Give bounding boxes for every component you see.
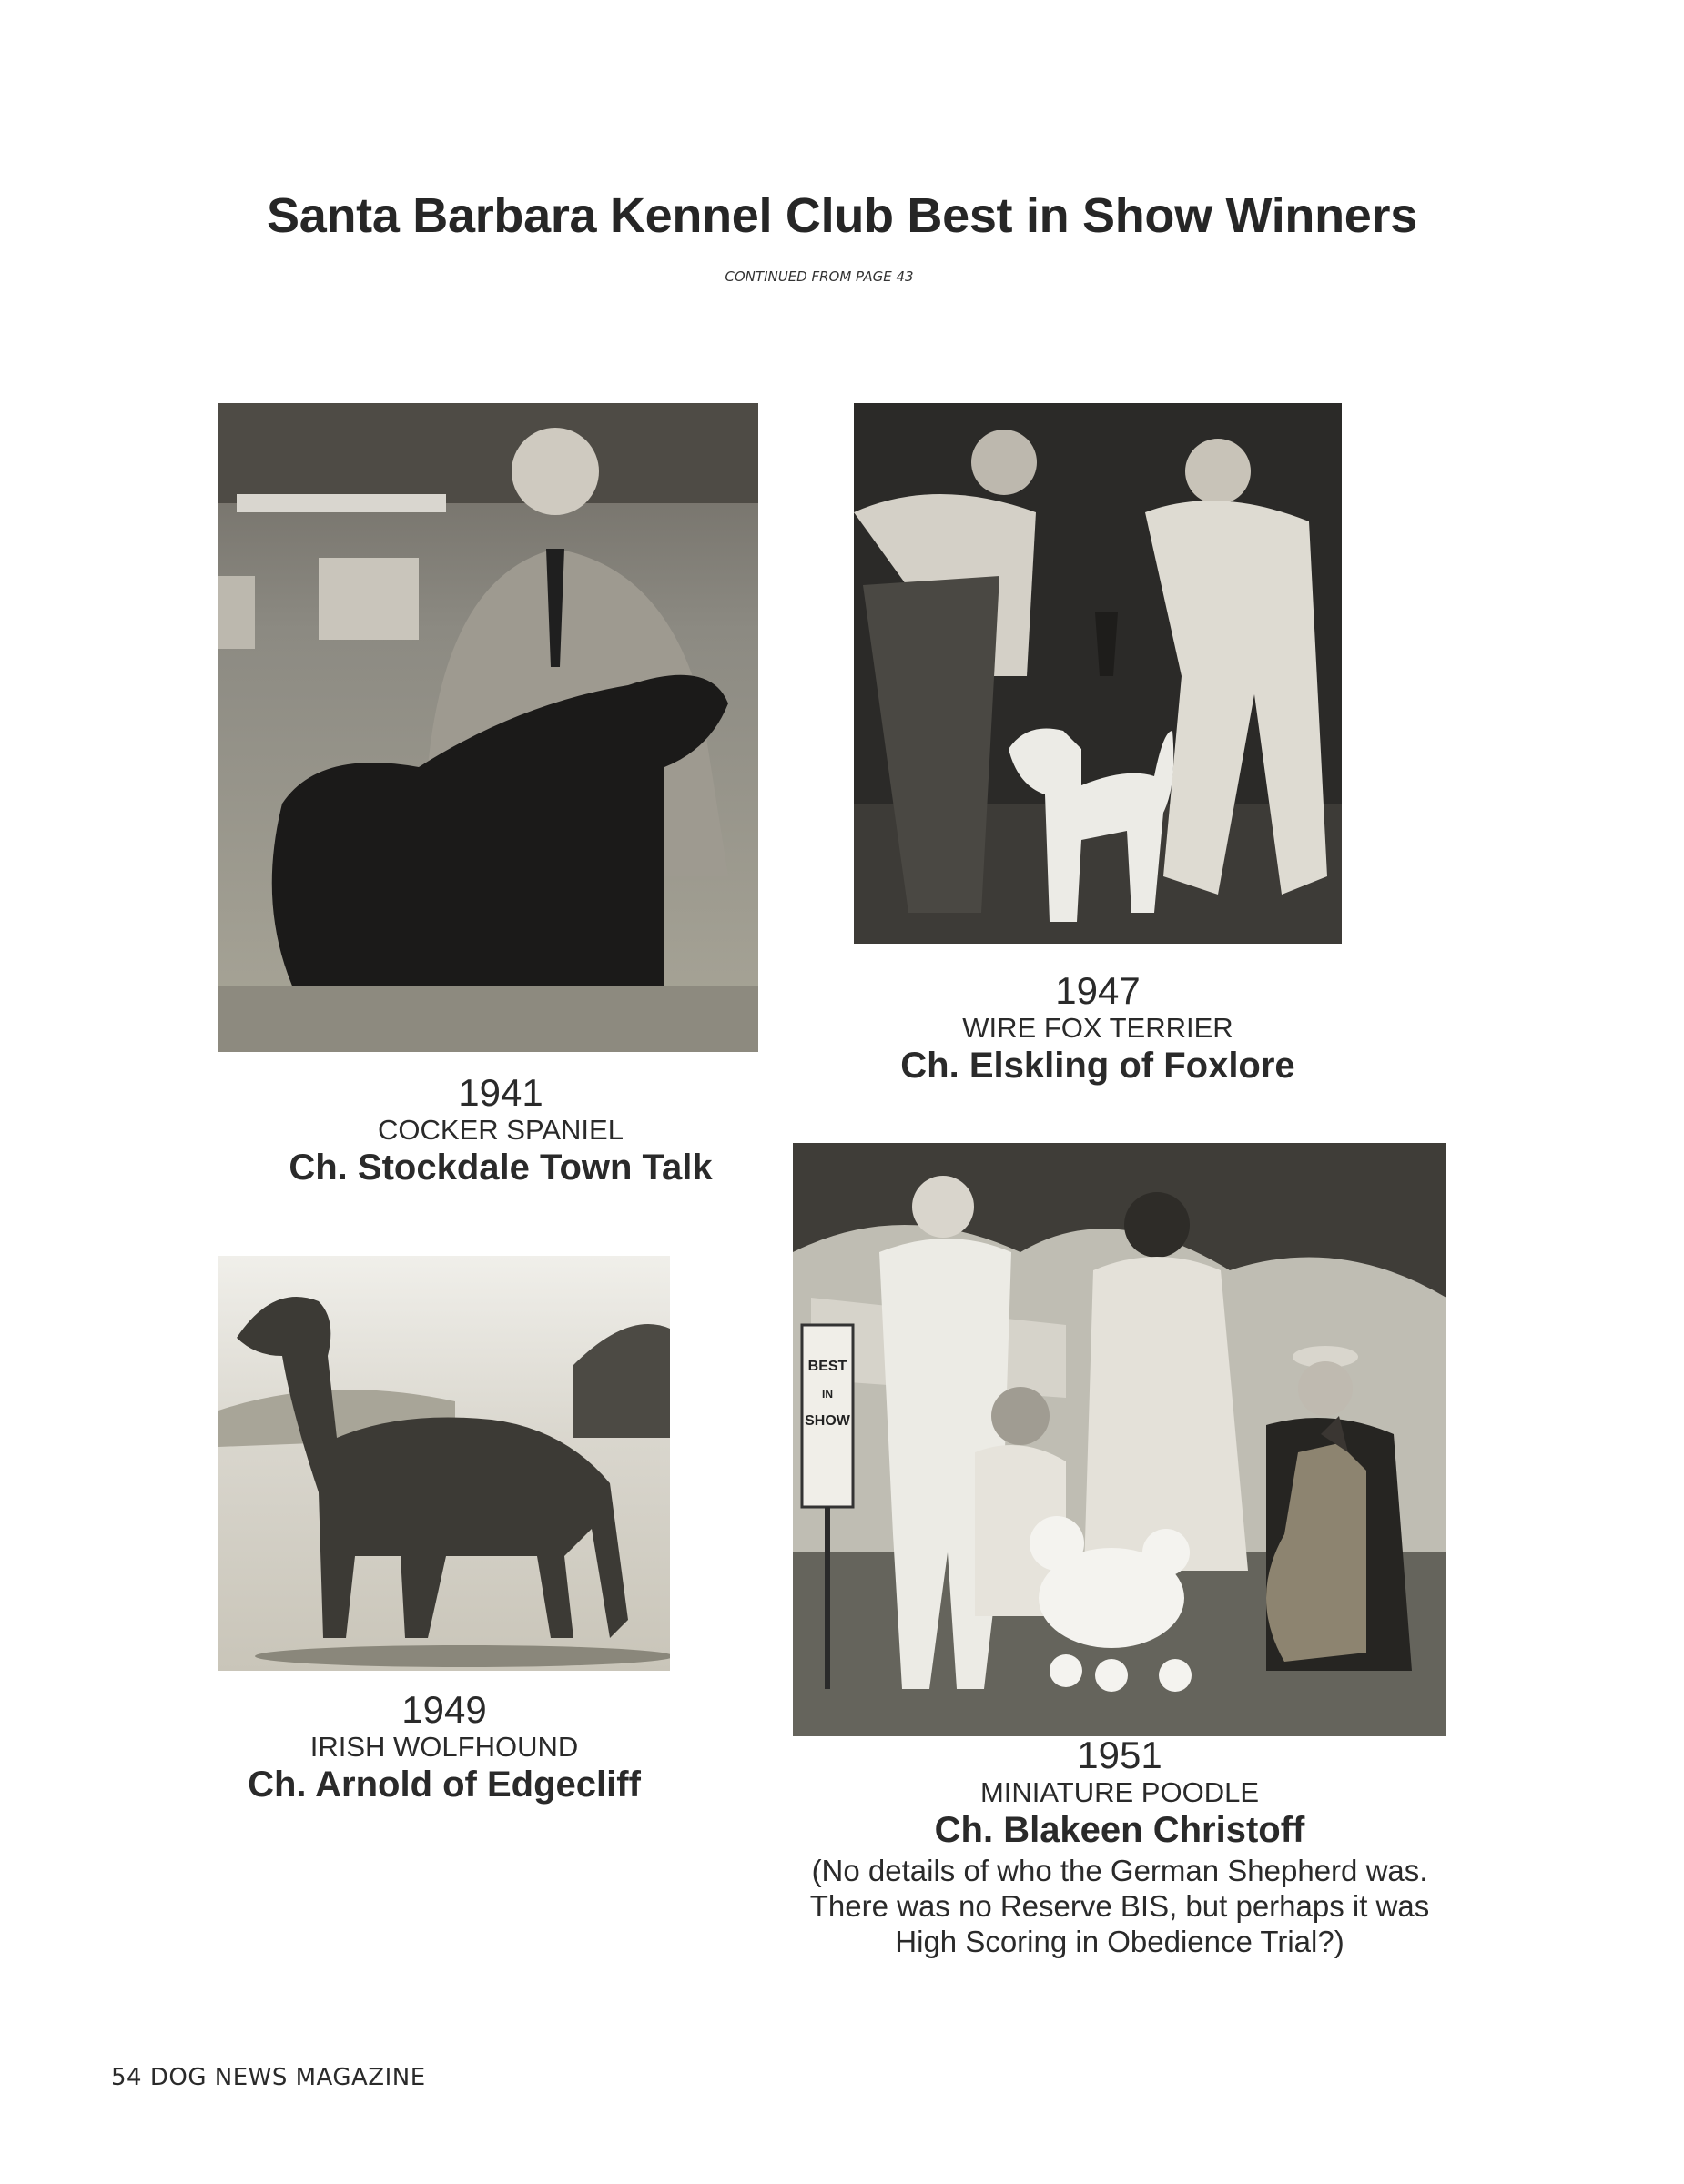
page-title: Santa Barbara Kennel Club Best in Show Winners (267, 188, 1417, 243)
caption-dog-name: Ch. Arnold of Edgecliff (248, 1764, 641, 1805)
caption-note-line: (No details of who the German Shepherd was. (811, 1854, 1428, 1887)
page-footer: 54 DOG NEWS MAGAZINE (111, 2064, 426, 2091)
best-in-show-sign-text: BEST (807, 1359, 847, 1374)
caption-year: 1951 (1077, 1734, 1162, 1776)
svg-text:IN: IN (822, 1388, 833, 1400)
caption-breed: MINIATURE POODLE (979, 1776, 1260, 1808)
photo-1947-wire-fox-terrier (854, 403, 1342, 944)
caption-note (783, 1853, 1456, 1959)
continued-note: CONTINUED FROM PAGE 43 (725, 268, 914, 285)
caption-dog-name: Ch. Blakeen Christoff (934, 1810, 1305, 1850)
svg-text:SHOW: SHOW (805, 1413, 850, 1429)
photo-1941-cocker-spaniel (218, 403, 758, 1052)
photo-1949-irish-wolfhound (218, 1256, 670, 1671)
caption-breed: COCKER SPANIEL (378, 1114, 624, 1146)
caption-breed: WIRE FOX TERRIER (962, 1012, 1233, 1044)
caption-year: 1947 (1055, 969, 1141, 1012)
caption-1941 (264, 1072, 737, 1188)
man-with-cocker-spaniel-illustration (218, 403, 758, 1052)
caption-1947 (852, 970, 1344, 1087)
caption-note-line: There was no Reserve BIS, but perhaps it was (809, 1889, 1430, 1923)
caption-dog-name: Ch. Elskling of Foxlore (900, 1046, 1295, 1086)
caption-breed: IRISH WOLFHOUND (309, 1731, 579, 1763)
best-in-show-group-illustration (793, 1143, 1446, 1736)
caption-year: 1941 (458, 1071, 543, 1114)
caption-1951 (783, 1734, 1456, 1959)
terrier-with-handler-and-judge-illustration (854, 403, 1342, 944)
standing-wolfhound-illustration (218, 1256, 670, 1671)
caption-dog-name: Ch. Stockdale Town Talk (289, 1148, 713, 1188)
caption-1949 (208, 1689, 681, 1805)
caption-note-line: High Scoring in Obedience Trial?) (895, 1925, 1344, 1958)
caption-year: 1949 (401, 1688, 487, 1731)
photo-1951-miniature-poodle (793, 1143, 1446, 1736)
